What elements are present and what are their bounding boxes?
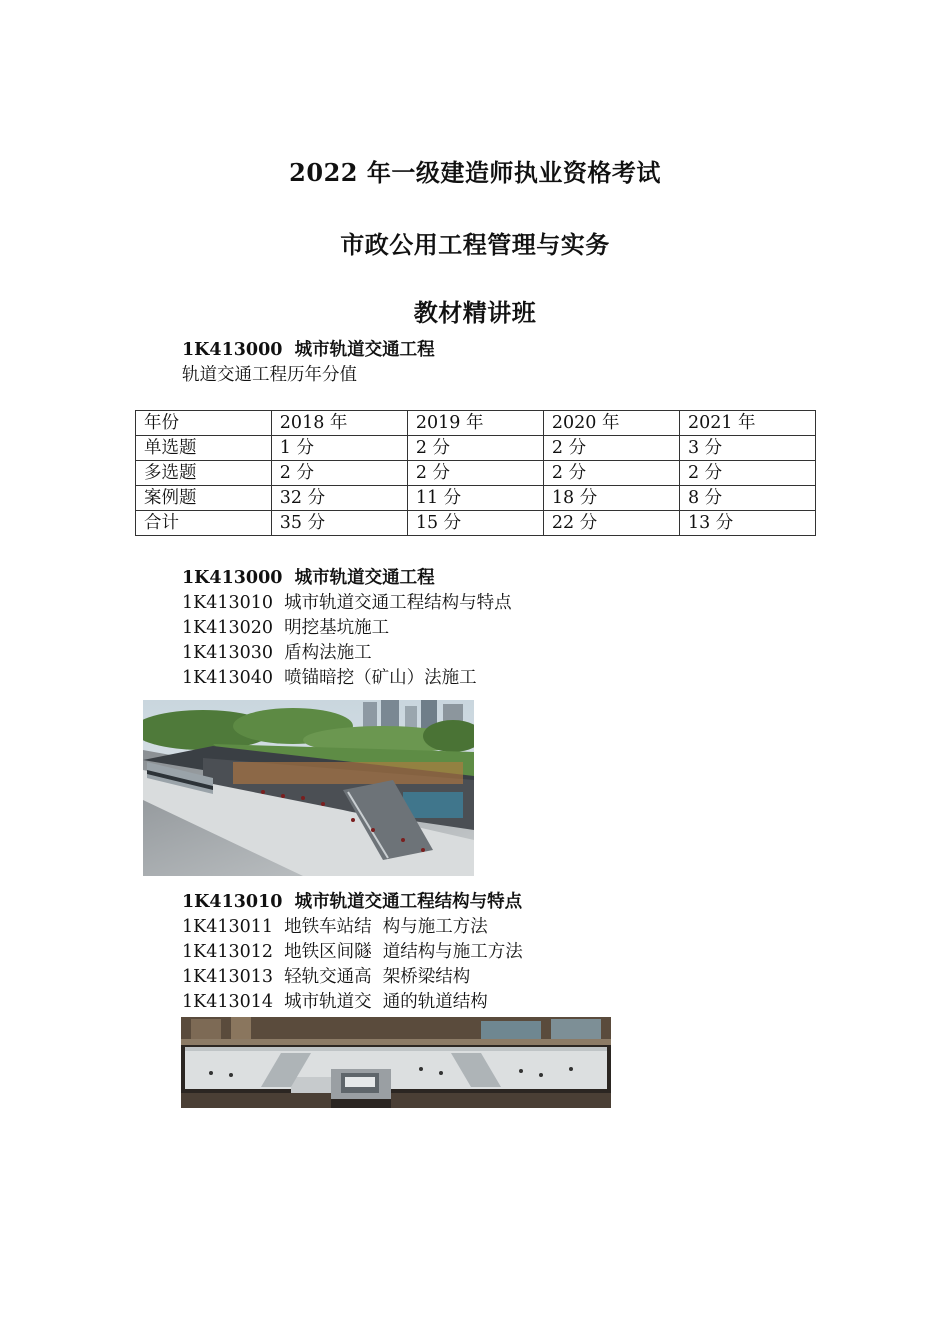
outline-item: 1K413011 地铁车站结 构与施工方法 — [182, 917, 488, 937]
table-cell: 15 分 — [407, 511, 543, 536]
outline-item: 1K413020 明挖基坑施工 — [182, 618, 390, 638]
underground-station-image — [181, 1017, 611, 1108]
table-cell: 2 分 — [543, 461, 679, 486]
table-cell: 2 分 — [407, 436, 543, 461]
section-heading: 1K413000 城市轨道交通工程 — [182, 568, 435, 588]
metro-station-illustration — [143, 700, 474, 876]
table-header-cell: 2019 年 — [407, 411, 543, 436]
table-row — [136, 511, 816, 536]
section-heading: 1K413010 城市轨道交通工程结构与特点 — [182, 892, 523, 912]
table-cell: 合计 — [136, 511, 272, 536]
outline-item: 1K413014 城市轨道交 通的轨道结构 — [182, 992, 488, 1012]
underground-station-section-illustration — [181, 1017, 611, 1108]
table-cell: 18 分 — [543, 486, 679, 511]
table-header-row — [136, 411, 816, 436]
outline-item: 1K413030 盾构法施工 — [182, 643, 372, 663]
table-header-cell: 2018 年 — [271, 411, 407, 436]
table-cell: 2 分 — [679, 461, 815, 486]
outline-item: 1K413040 喷锚暗挖（矿山）法施工 — [182, 668, 477, 688]
document-title: 2022 年一级建造师执业资格考试 — [289, 158, 661, 187]
table-header-cell: 2021 年 — [679, 411, 815, 436]
table-cell: 22 分 — [543, 511, 679, 536]
table-cell: 13 分 — [679, 511, 815, 536]
table-row — [136, 486, 816, 511]
section-heading: 1K413000 城市轨道交通工程 — [182, 340, 435, 360]
table-caption: 轨道交通工程历年分值 — [182, 365, 357, 385]
table-row — [136, 436, 816, 461]
table-cell: 2 分 — [543, 436, 679, 461]
table-cell: 3 分 — [679, 436, 815, 461]
outline-item: 1K413010 城市轨道交通工程结构与特点 — [182, 593, 512, 613]
metro-station-image — [143, 700, 474, 876]
subject-title: 市政公用工程管理与实务 — [340, 230, 610, 259]
table-row — [136, 461, 816, 486]
table-header-cell: 2020 年 — [543, 411, 679, 436]
table-cell: 单选题 — [136, 436, 272, 461]
table-cell: 35 分 — [271, 511, 407, 536]
table-cell: 1 分 — [271, 436, 407, 461]
table-cell: 32 分 — [271, 486, 407, 511]
table-cell: 案例题 — [136, 486, 272, 511]
table-cell: 2 分 — [271, 461, 407, 486]
outline-item: 1K413013 轻轨交通高 架桥梁结构 — [182, 967, 471, 987]
course-title: 教材精讲班 — [413, 298, 537, 327]
table-header-cell: 年份 — [136, 411, 272, 436]
table-cell: 2 分 — [407, 461, 543, 486]
score-table — [135, 410, 816, 536]
table-cell: 8 分 — [679, 486, 815, 511]
outline-item: 1K413012 地铁区间隧 道结构与施工方法 — [182, 942, 523, 962]
table-cell: 多选题 — [136, 461, 272, 486]
table-cell: 11 分 — [407, 486, 543, 511]
